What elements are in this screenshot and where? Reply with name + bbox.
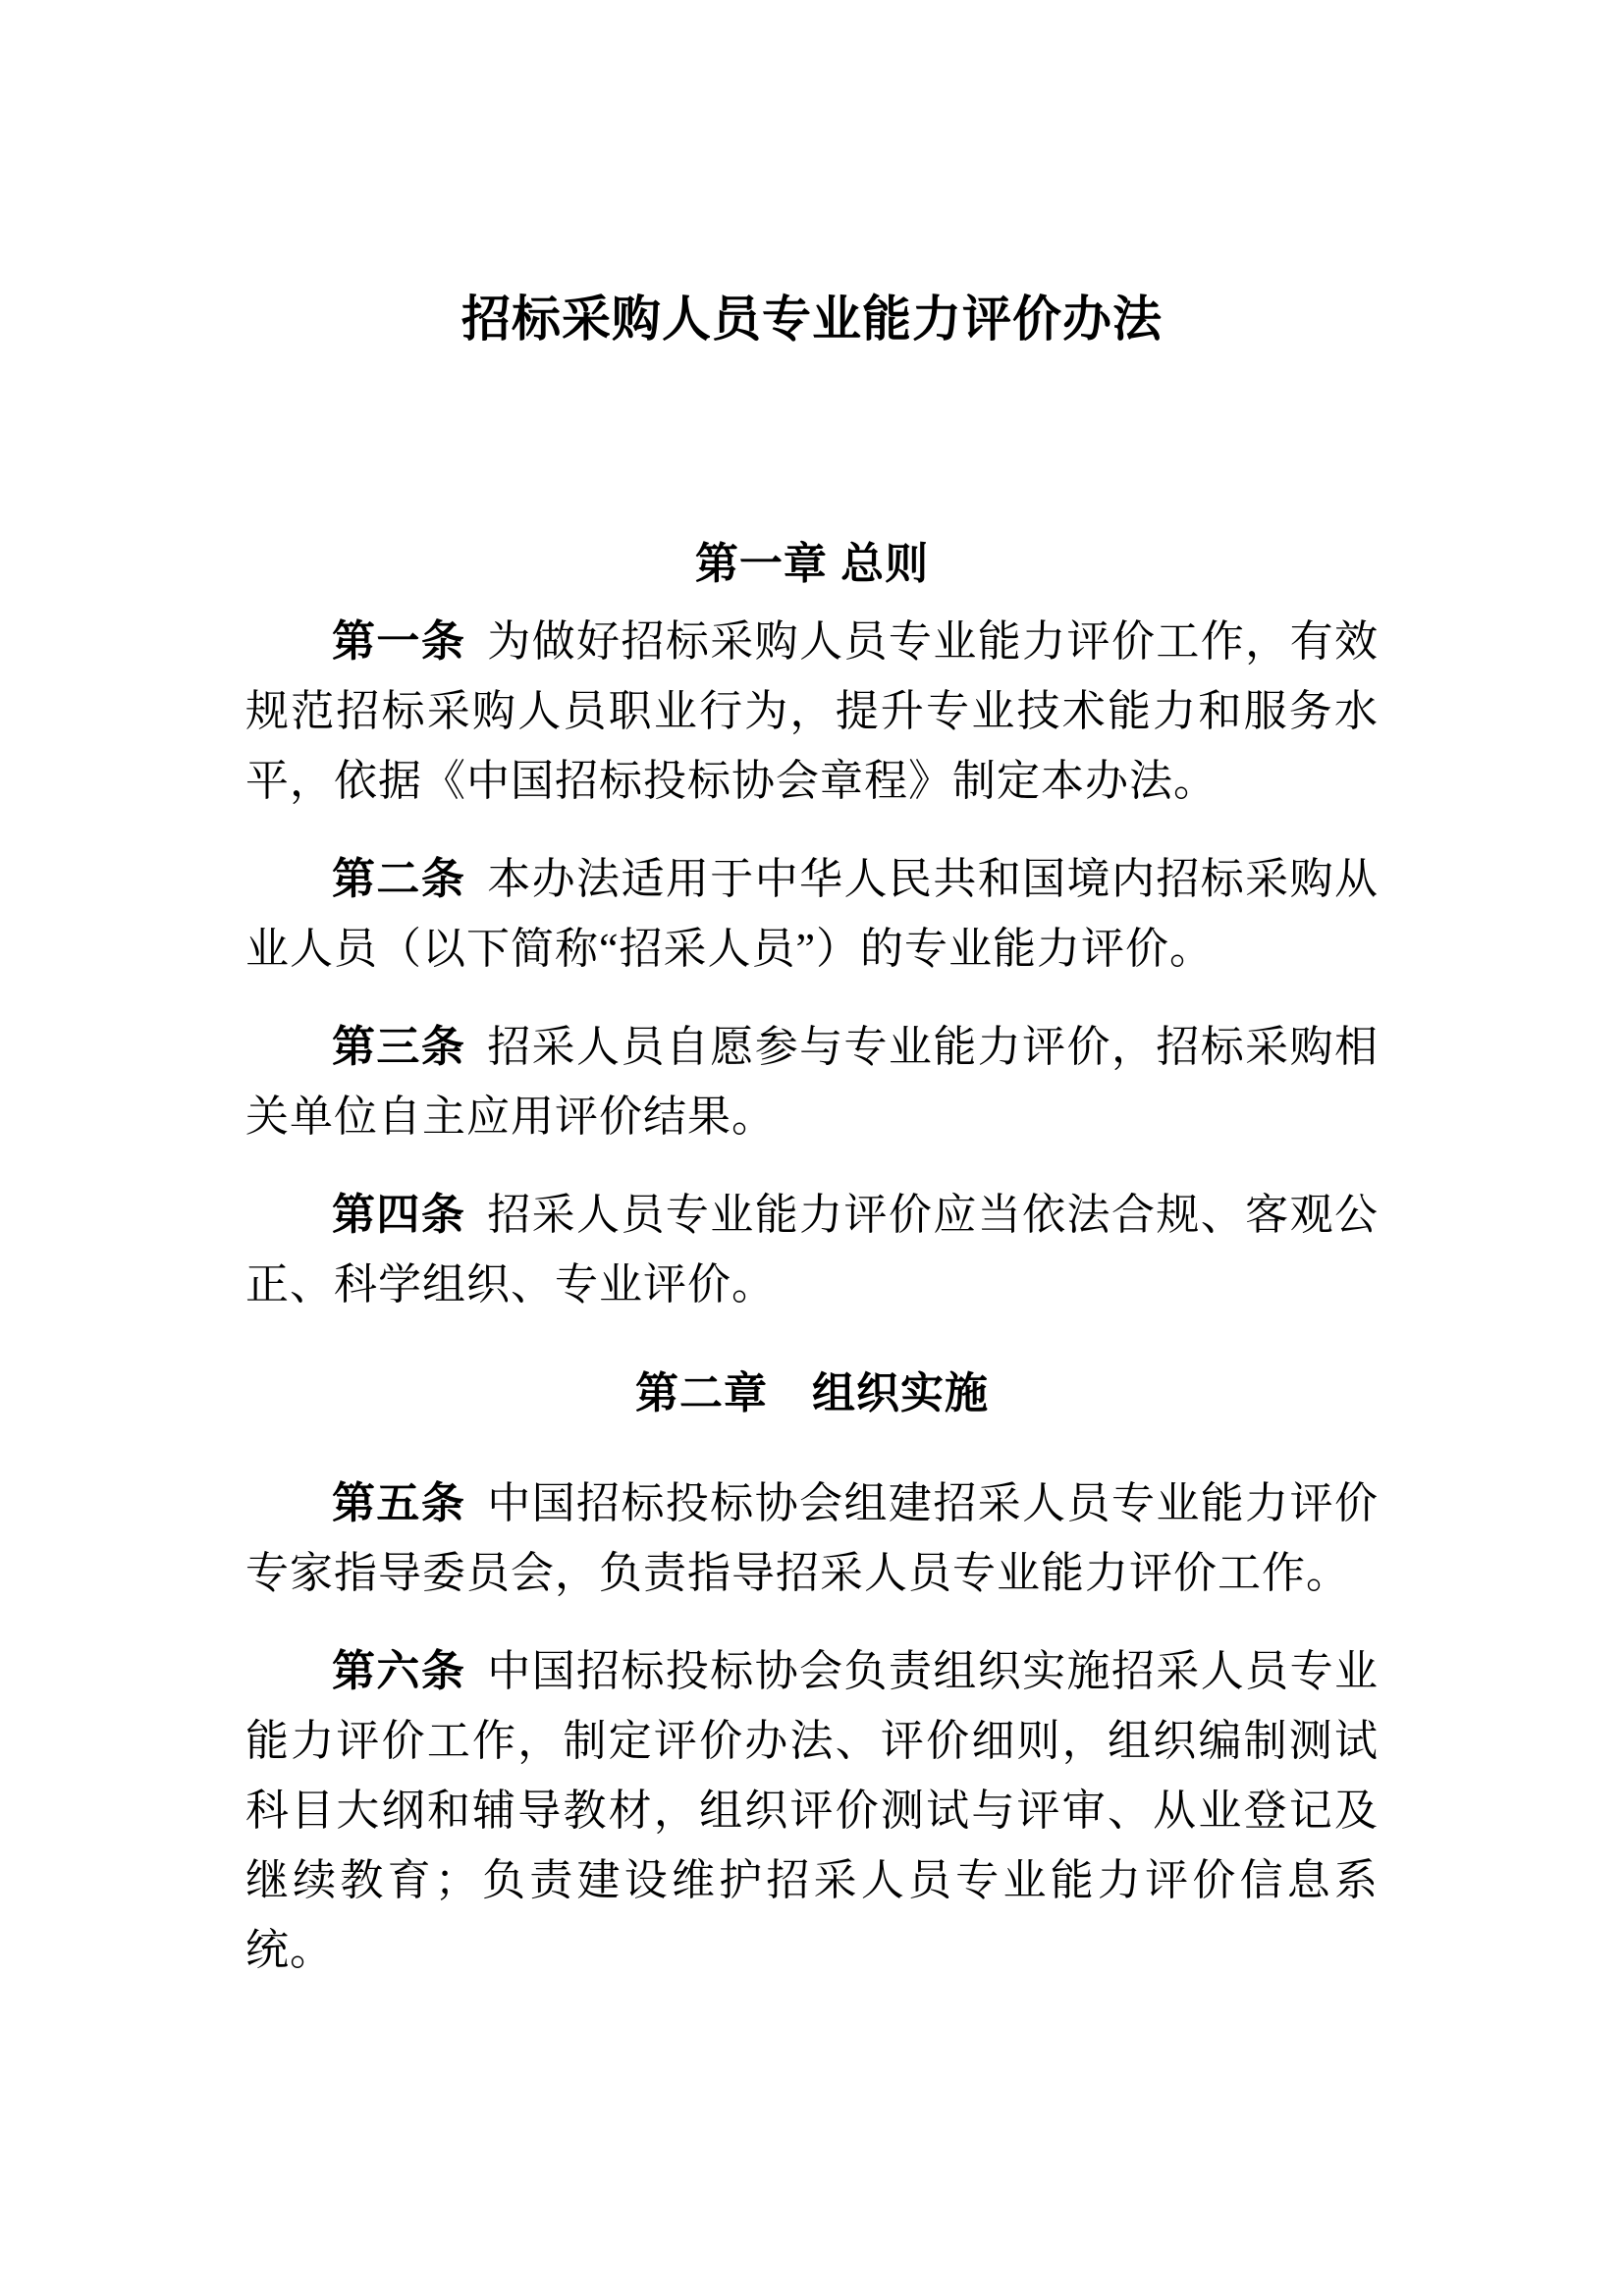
article-5-text: 中国招标投标协会组建招采人员专业能力评价专家指导委员会，负责指导招采人员专业能力评价工作。 — [245, 1479, 1380, 1597]
article-6-text: 中国招标投标协会负责组织实施招采人员专业能力评价工作，制定评价办法、评价细则，组织编制测试科目大纲和辅导教材，组织评价测试与评审、从业登记及继续教育；负责建设维护招采人员专业能力评价信息系统。 — [245, 1647, 1380, 1974]
article-5-paragraph — [245, 1468, 1379, 1608]
article-3-label: 第三条 — [332, 1023, 466, 1071]
article-1-label: 第一条 — [332, 617, 466, 666]
article-1-paragraph — [245, 607, 1379, 816]
article-4-label: 第四条 — [332, 1191, 466, 1239]
article-5-label: 第五条 — [332, 1479, 466, 1527]
chapter-1-heading: 第一章 总则 — [694, 540, 930, 588]
article-2-paragraph — [245, 844, 1379, 984]
article-2-text: 本办法适用于中华人民共和国境内招标采购从业人员（以下简称“招采人员”）的专业能力评价。 — [245, 855, 1380, 973]
article-4-paragraph — [245, 1180, 1379, 1319]
article-6-label: 第六条 — [332, 1647, 466, 1695]
document-title: 招标采购人员专业能力评价办法 — [461, 292, 1163, 347]
chapter-2-heading: 第二章 组织实施 — [635, 1369, 989, 1417]
article-4-text: 招采人员专业能力评价应当依法合规、客观公正、科学组织、专业评价。 — [245, 1191, 1380, 1308]
article-3-text: 招采人员自愿参与专业能力评价，招标采购相关单位自主应用评价结果。 — [245, 1023, 1380, 1141]
article-2-label: 第二条 — [332, 855, 466, 903]
article-1-text: 为做好招标采购人员专业能力评价工作，有效规范招标采购人员职业行为，提升专业技术能力和服务水平，依据《中国招标投标协会章程》制定本办法。 — [245, 617, 1380, 805]
article-3-paragraph — [245, 1012, 1379, 1151]
article-6-paragraph — [245, 1636, 1379, 1985]
